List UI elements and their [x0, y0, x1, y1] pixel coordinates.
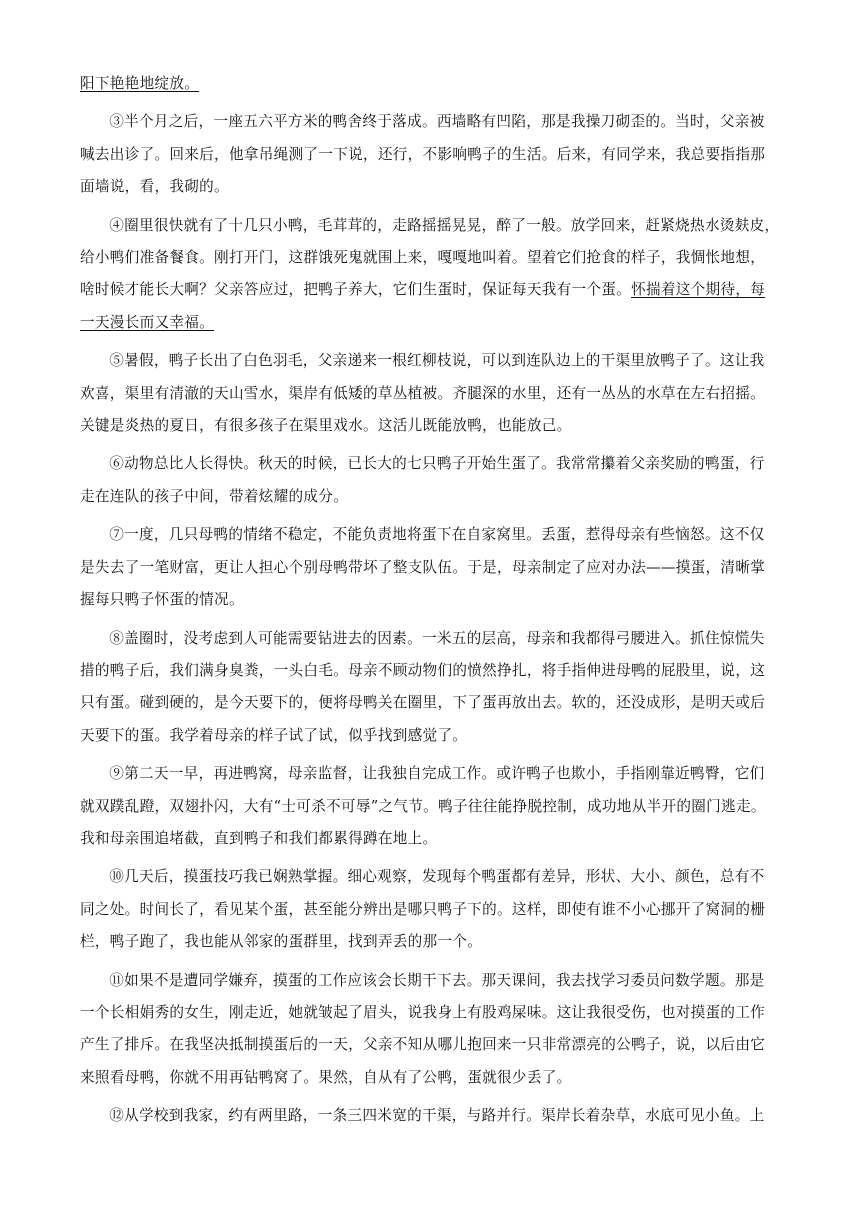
text-line [80, 791, 786, 823]
line-text: 我和母亲围追堵截，直到鸭子和我们都累得蹲在地上。 [80, 829, 438, 847]
article-body [80, 68, 786, 1133]
paragraph [80, 1100, 786, 1132]
paragraph [80, 519, 786, 616]
text-line [80, 307, 786, 339]
line-text: 栏，鸭子跑了，我也能从邻家的蛋群里，找到弄丢的那一个。 [80, 933, 483, 951]
underlined-text: 阳下艳艳地绽放。 [80, 75, 200, 92]
line-text: 关键是炎热的夏日，有很多孩子在渠里戏水。这活儿既能放鸭，也能放己。 [80, 417, 572, 435]
text-line [80, 410, 786, 442]
line-text: 同之处。时间长了，看见某个蛋，甚至能分辨出是哪只鸭子下的。这样，即使有谁不小心挪开了窝洞的栅 [80, 900, 766, 918]
line-text: ⑨第二天一早，再进鸭窝，母亲监督，让我独自完成工作。或许鸭子也欺小，手指刚靠近鸭臀，它们 [109, 765, 765, 783]
line-text: 一个长相娟秀的女生，刚走近，她就皱起了眉头，说我身上有股鸡屎味。这让我很受伤，也对摸蛋的工作 [80, 1003, 766, 1021]
paragraph [80, 965, 786, 1095]
paragraph [80, 106, 786, 203]
text-line [80, 378, 786, 410]
line-text: 走在连队的孩子中间，带着炫耀的成分。 [80, 487, 349, 505]
text-line [80, 894, 786, 926]
line-text: 面墙说，看，我砌的。 [80, 178, 229, 196]
text-line [80, 1100, 786, 1132]
text-line [80, 210, 786, 242]
text-line [80, 274, 786, 306]
text-line [80, 242, 786, 274]
text-line [80, 106, 786, 138]
text-line [80, 68, 786, 100]
paragraph [80, 861, 786, 958]
text-line [80, 965, 786, 997]
paragraph [80, 210, 786, 340]
line-text: 握每只鸭子怀蛋的情况。 [80, 591, 244, 609]
line-text: 给小鸭们准备餐食。刚打开门，这群饿死鬼就围上来，嘎嘎地叫着。望着它们抢食的样子，我惆怅地想， [80, 249, 766, 267]
paragraph [80, 758, 786, 855]
paragraph [80, 345, 786, 442]
paragraph [80, 448, 786, 513]
line-text: ⑤暑假，鸭子长出了白色羽毛，父亲递来一根红柳枝说，可以到连队边上的干渠里放鸭子了。这让我 [109, 352, 765, 370]
line-text: ⑥动物总比人长得快。秋天的时候，已长大的七只鸭子开始生蛋了。我常常攥着父亲奖励的鸭蛋，行 [109, 455, 765, 473]
text-line [80, 584, 786, 616]
text-line [80, 997, 786, 1029]
line-text: 来照看母鸭，你就不用再钻鸭窝了。果然，自从有了公鸭，蛋就很少丢了。 [80, 1068, 572, 1086]
text-line [80, 345, 786, 377]
text-line [80, 1062, 786, 1094]
text-line [80, 552, 786, 584]
line-text: 啥时候才能长大啊？父亲答应过，把鸭子养大，它们生蛋时，保证每天我有一个蛋。 [80, 281, 632, 299]
underlined-text: 一天漫长而又幸福。 [80, 313, 215, 331]
text-line [80, 861, 786, 893]
text-line [80, 655, 786, 687]
line-text: 欢喜，渠里有清澈的天山雪水，渠岸有低矮的草丛植被。齐腿深的水里，还有一丛丛的水草在左右招摇。 [80, 384, 766, 402]
paragraph [80, 623, 786, 753]
text-line [80, 758, 786, 790]
line-text: ④圈里很快就有了十几只小鸭，毛茸茸的，走路摇摇晃晃，醉了一般。放学回来，赶紧烧热水烫麸皮， [109, 216, 780, 234]
text-line [80, 1029, 786, 1061]
line-text: ⑫从学校到我家，约有两里路，一条三四米宽的干渠，与路并行。渠岸长着杂草，水底可见小鱼。上 [109, 1107, 765, 1125]
text-line [80, 481, 786, 513]
text-line [80, 687, 786, 719]
text-line [80, 448, 786, 480]
line-text: ③半个月之后，一座五六平方米的鸭舍终于落成。西墙略有凹陷，那是我操刀砌歪的。当时，父亲被 [109, 113, 765, 131]
line-text: 措的鸭子后，我们满身臭粪，一头白毛。母亲不顾动物们的愤然挣扎，将手指伸进母鸭的屁股里，说，这 [80, 661, 766, 679]
underlined-text: 怀揣着这个期待，每 [631, 281, 766, 299]
text-line [80, 519, 786, 551]
line-text: 就双蹼乱蹬，双翅扑闪，大有“士可杀不可辱”之气节。鸭子往往能挣脱控制，成功地从半开的圈门逃走。 [80, 797, 766, 815]
line-text: 只有蛋。碰到硬的，是今天要下的，便将母鸭关在圈里，下了蛋再放出去。软的，还没成形，是明天或后 [80, 694, 766, 712]
text-line [80, 823, 786, 855]
line-text: 天要下的蛋。我学着母亲的样子试了试，似乎找到感觉了。 [80, 726, 468, 744]
text-line [80, 171, 786, 203]
line-text: ⑦一度，几只母鸭的情绪不稳定，不能负责地将蛋下在自家窝里。丢蛋，惹得母亲有些恼怒。这不仅 [109, 526, 765, 544]
line-text: 产生了排斥。在我坚决抵制摸蛋后的一天，父亲不知从哪儿抱回来一只非常漂亮的公鸭子，说，以后由它 [80, 1036, 766, 1054]
line-text: 是失去了一笔财富，更让人担心个别母鸭带坏了整支队伍。于是，母亲制定了应对办法——摸蛋，清晰掌 [80, 558, 766, 576]
line-text: ⑩几天后，摸蛋技巧我已娴熟掌握。细心观察，发现每个鸭蛋都有差异，形状、大小、颜色，总有不 [109, 868, 765, 886]
text-line [80, 720, 786, 752]
text-line [80, 623, 786, 655]
line-text: ⑧盖圈时，没考虑到人可能需要钻进去的因素。一米五的层高，母亲和我都得弓腰进入。抓住惊慌失 [109, 629, 765, 647]
text-line [80, 926, 786, 958]
line-text: 喊去出诊了。回来后，他拿吊绳测了一下说，还行，不影响鸭子的生活。后来，有同学来，我总要指指那 [80, 145, 766, 163]
text-line [80, 139, 786, 171]
paragraph [80, 68, 786, 100]
line-text: ⑪如果不是遭同学嫌弃，摸蛋的工作应该会长期干下去。那天课间，我去找学习委员问数学题。那是 [109, 971, 765, 989]
